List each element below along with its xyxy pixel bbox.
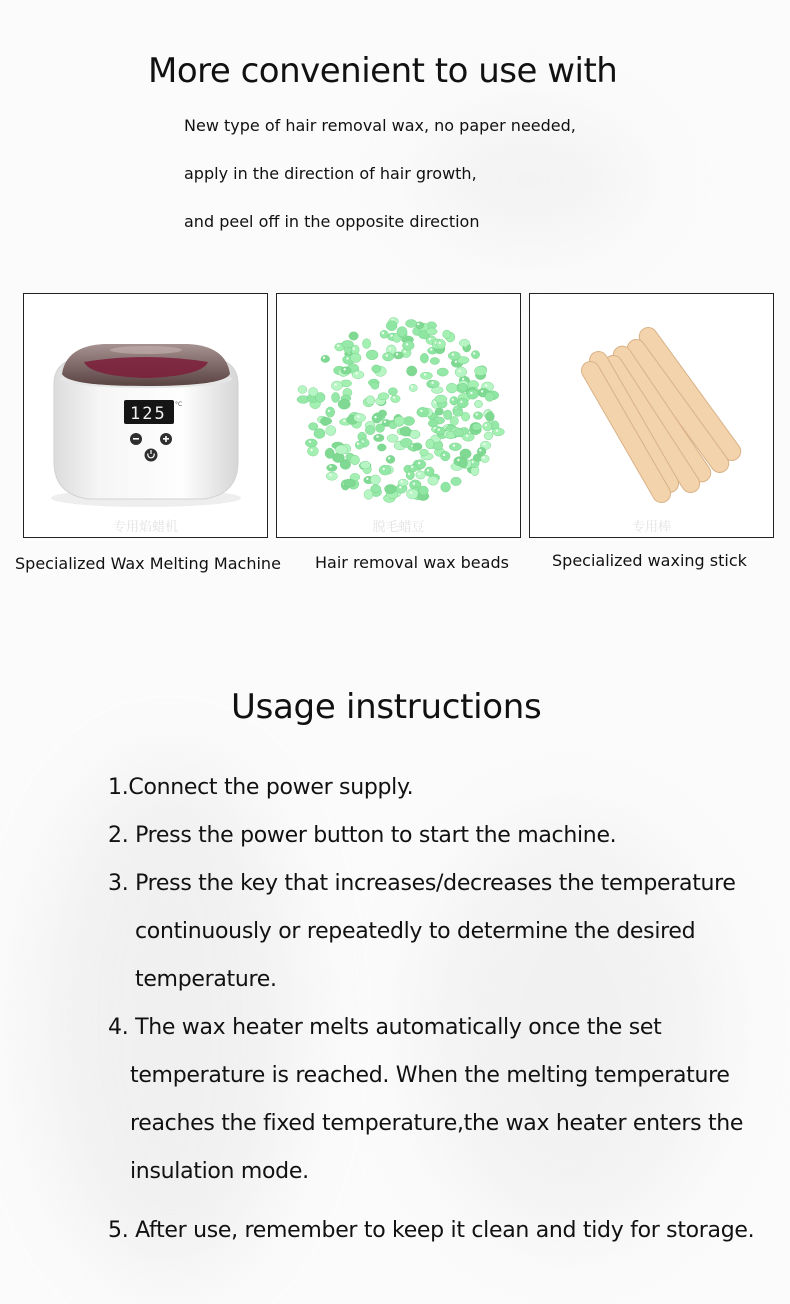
wax-bead — [321, 355, 330, 362]
wax-bead — [393, 352, 403, 359]
bead-highlight — [482, 456, 484, 458]
bead-highlight — [485, 424, 487, 426]
wax-bead — [485, 392, 494, 401]
wax-bead — [431, 387, 443, 394]
wax-bead — [377, 444, 386, 451]
bead-highlight — [418, 462, 420, 464]
bead-highlight — [430, 348, 432, 350]
wax-bead — [394, 416, 405, 425]
wax-bead — [428, 476, 439, 485]
temperature-display: 125 — [130, 404, 167, 424]
wax-bead — [379, 465, 391, 475]
bead-highlight — [476, 413, 478, 415]
bead-highlight — [366, 478, 368, 480]
bead-highlight — [427, 469, 429, 471]
wax-bead — [473, 412, 482, 420]
bead-highlight — [418, 473, 420, 475]
wax-bead — [366, 350, 378, 360]
bead-highlight — [393, 396, 395, 398]
bead-highlight — [483, 443, 485, 445]
bead-highlight — [443, 454, 445, 456]
bead-highlight — [457, 459, 459, 461]
wax-bead — [400, 438, 412, 447]
bead-highlight — [472, 461, 474, 463]
bead-highlight — [411, 386, 413, 388]
wax-bead — [335, 445, 347, 454]
bead-highlight — [382, 332, 384, 334]
bead-highlight — [346, 357, 348, 359]
section-title: More convenient to use with — [148, 51, 618, 91]
wax-bead — [413, 443, 422, 451]
wax-bead — [426, 439, 434, 449]
wax-bead — [320, 418, 331, 425]
step-line: temperature. — [135, 967, 277, 992]
bead-highlight — [470, 392, 472, 394]
wax-bead — [309, 388, 318, 397]
wax-bead — [428, 380, 439, 387]
wax-bead — [352, 371, 364, 379]
wax-bead — [410, 430, 420, 439]
wax-bead — [420, 372, 432, 379]
green-wax-beads-icon — [277, 294, 520, 537]
step-line: 2. Press the power button to start the machine. — [108, 823, 617, 848]
bead-highlight — [323, 357, 325, 359]
wax-bead — [326, 407, 335, 417]
wax-bead — [477, 447, 486, 455]
bead-highlight — [329, 465, 331, 467]
wax-bead — [344, 479, 356, 487]
wax-bead — [391, 395, 401, 403]
bead-highlight — [481, 390, 483, 392]
bead-highlight — [376, 436, 378, 438]
wax-bead — [365, 426, 375, 435]
wax-bead — [398, 479, 408, 486]
wax-bead — [419, 486, 429, 495]
wax-bead — [307, 446, 318, 456]
wax-bead — [449, 443, 461, 451]
watermark-text: 专用棒 — [631, 520, 671, 535]
intro-line: New type of hair removal wax, no paper needed, — [184, 116, 576, 135]
wax-bead — [376, 424, 385, 433]
bead-highlight — [438, 429, 440, 431]
bead-highlight — [334, 383, 336, 385]
wax-bead — [331, 381, 342, 390]
bead-highlight — [391, 335, 393, 337]
bead-highlight — [453, 444, 455, 446]
wax-bead — [441, 482, 451, 492]
wax-bead — [454, 429, 464, 437]
wax-bead — [437, 368, 448, 376]
bead-highlight — [406, 343, 408, 345]
wax-bead — [370, 475, 380, 485]
wax-bead — [388, 388, 397, 396]
wax-bead — [372, 365, 381, 373]
bead-highlight — [386, 354, 388, 356]
wax-bead — [467, 389, 478, 399]
bead-highlight — [383, 468, 385, 470]
wax-bead — [314, 429, 325, 439]
wax-bead — [409, 465, 418, 472]
wax-bead — [484, 432, 493, 440]
wax-bead — [371, 382, 379, 389]
wax-bead — [372, 414, 382, 423]
bead-highlight — [413, 483, 415, 485]
wax-warmer-machine-icon — [24, 294, 267, 537]
wax-bead — [407, 489, 419, 499]
bead-highlight — [460, 401, 462, 403]
bead-highlight — [452, 398, 454, 400]
caption-wax-machine: Specialized Wax Melting Machine — [15, 554, 281, 573]
bead-highlight — [485, 384, 487, 386]
wax-bead — [450, 397, 458, 406]
wax-bead — [402, 341, 414, 351]
wax-bead — [420, 353, 428, 363]
wax-bead — [460, 458, 468, 468]
wax-bead — [453, 409, 463, 417]
wax-bead — [481, 455, 490, 463]
wax-bead — [326, 472, 337, 480]
bead-highlight — [458, 370, 460, 372]
step-line: reaches the fixed temperature,the wax heater enters the — [130, 1111, 744, 1136]
bead-highlight — [473, 352, 475, 354]
intro-line: apply in the direction of hair growth, — [184, 164, 477, 183]
watermark-text: 专用焰蜡机 — [112, 520, 178, 535]
step-line: 4. The wax heater melts automatically once the set — [108, 1015, 662, 1040]
product-card-machine — [23, 293, 268, 538]
product-card-beads — [276, 293, 521, 538]
bead-highlight — [356, 372, 358, 374]
wax-bead — [342, 340, 354, 348]
wax-bead — [355, 441, 363, 449]
caption-waxing-stick: Specialized waxing stick — [552, 551, 747, 570]
wax-bead — [406, 320, 417, 328]
bead-highlight — [404, 350, 406, 352]
bead-highlight — [374, 416, 376, 418]
wax-bead — [474, 400, 482, 407]
wax-bead — [350, 455, 359, 465]
bead-highlight — [455, 361, 457, 363]
bead-highlight — [411, 466, 413, 468]
bead-highlight — [344, 368, 346, 370]
wax-bead — [416, 471, 426, 479]
wax-bead — [409, 384, 417, 391]
wooden-spatulas-icon — [530, 294, 773, 537]
wax-bead — [362, 339, 370, 349]
wax-bead — [460, 449, 471, 459]
product-card-sticks — [529, 293, 774, 538]
bead-highlight — [466, 435, 468, 437]
wax-bead — [420, 449, 429, 456]
wax-bead — [349, 332, 358, 340]
wax-bead — [354, 413, 366, 422]
bead-highlight — [452, 353, 454, 355]
bead-highlight — [389, 347, 391, 349]
bead-highlight — [401, 480, 403, 482]
wax-bead — [305, 439, 317, 447]
step-line: continuously or repeatedly to determine the desired — [135, 919, 696, 944]
bead-highlight — [431, 382, 433, 384]
intro-line: and peel off in the opposite direction — [184, 212, 480, 231]
bead-highlight — [479, 449, 481, 451]
bead-highlight — [396, 353, 398, 355]
wax-bead — [327, 464, 337, 471]
bead-highlight — [388, 457, 390, 459]
wax-bead — [325, 448, 334, 458]
wax-bead — [486, 412, 495, 422]
wax-bead — [383, 352, 394, 361]
bead-highlight — [496, 430, 498, 432]
wax-bead — [417, 407, 429, 417]
wax-bead — [386, 455, 395, 463]
wax-bead — [341, 367, 351, 374]
wax-bead — [407, 366, 417, 376]
wax-bead — [455, 367, 467, 377]
wax-bead — [366, 396, 375, 405]
wax-bead — [483, 422, 492, 431]
bead-highlight — [408, 473, 410, 475]
usage-title: Usage instructions — [231, 687, 542, 727]
wax-bead — [459, 339, 469, 346]
wax-bead — [386, 321, 397, 331]
bead-highlight — [357, 443, 359, 445]
bead-highlight — [424, 373, 426, 375]
wax-bead — [385, 484, 397, 493]
wax-bead — [475, 366, 487, 376]
wax-bead — [437, 339, 446, 349]
wax-bead — [446, 383, 457, 393]
bead-highlight — [420, 410, 422, 412]
bead-highlight — [337, 345, 339, 347]
bead-highlight — [357, 415, 359, 417]
wax-bead — [338, 399, 350, 409]
wax-bead — [435, 395, 447, 403]
bead-highlight — [462, 378, 464, 380]
bead-highlight — [353, 348, 355, 350]
watermark-text: 脱毛蜡豆 — [372, 520, 425, 535]
wax-bead — [430, 358, 439, 365]
step-line: insulation mode. — [130, 1159, 309, 1184]
wax-bead — [451, 477, 462, 485]
bead-highlight — [329, 474, 331, 476]
bead-highlight — [434, 401, 436, 403]
wax-bead — [360, 461, 370, 468]
wax-bead — [374, 434, 385, 441]
wax-bead — [450, 416, 458, 425]
wax-bead — [298, 386, 307, 394]
caption-wax-beads: Hair removal wax beads — [315, 553, 509, 572]
wax-bead — [443, 330, 451, 339]
bead-highlight — [328, 410, 330, 412]
step-line: temperature is reached. When the melting temperature — [130, 1063, 730, 1088]
step-line: 3. Press the key that increases/decreases the temperature — [108, 871, 736, 896]
wax-bead — [309, 423, 318, 431]
temperature-unit: °C — [175, 401, 183, 408]
bead-highlight — [417, 323, 419, 325]
wax-bead — [400, 427, 411, 437]
wax-bead — [448, 352, 460, 360]
wax-bead — [364, 490, 373, 500]
wax-bead — [387, 435, 398, 443]
wax-bead — [326, 426, 336, 436]
bead-highlight — [343, 420, 345, 422]
wax-bead — [378, 393, 389, 400]
wax-bead — [492, 428, 504, 436]
wax-bead — [471, 351, 479, 359]
step-line: 1.Connect the power supply. — [108, 775, 414, 800]
bead-highlight — [439, 342, 441, 344]
wax-bead — [332, 392, 340, 402]
wax-bead — [350, 353, 361, 362]
wax-bead — [457, 398, 468, 408]
bead-highlight — [429, 338, 431, 340]
wax-bead — [397, 327, 407, 337]
bead-highlight — [384, 421, 386, 423]
wax-bead — [428, 420, 438, 428]
wax-bead — [472, 423, 481, 430]
wax-bead — [435, 408, 443, 415]
wax-bead — [441, 451, 451, 461]
bead-highlight — [309, 441, 311, 443]
wax-bead — [462, 433, 474, 441]
bead-highlight — [410, 492, 412, 494]
wax-bead — [426, 328, 437, 335]
step-line: 5. After use, remember to keep it clean and tidy for storage. — [108, 1218, 755, 1243]
bead-highlight — [310, 449, 312, 451]
wax-bead — [380, 330, 388, 338]
bead-highlight — [399, 486, 401, 488]
wax-bead — [458, 383, 467, 391]
